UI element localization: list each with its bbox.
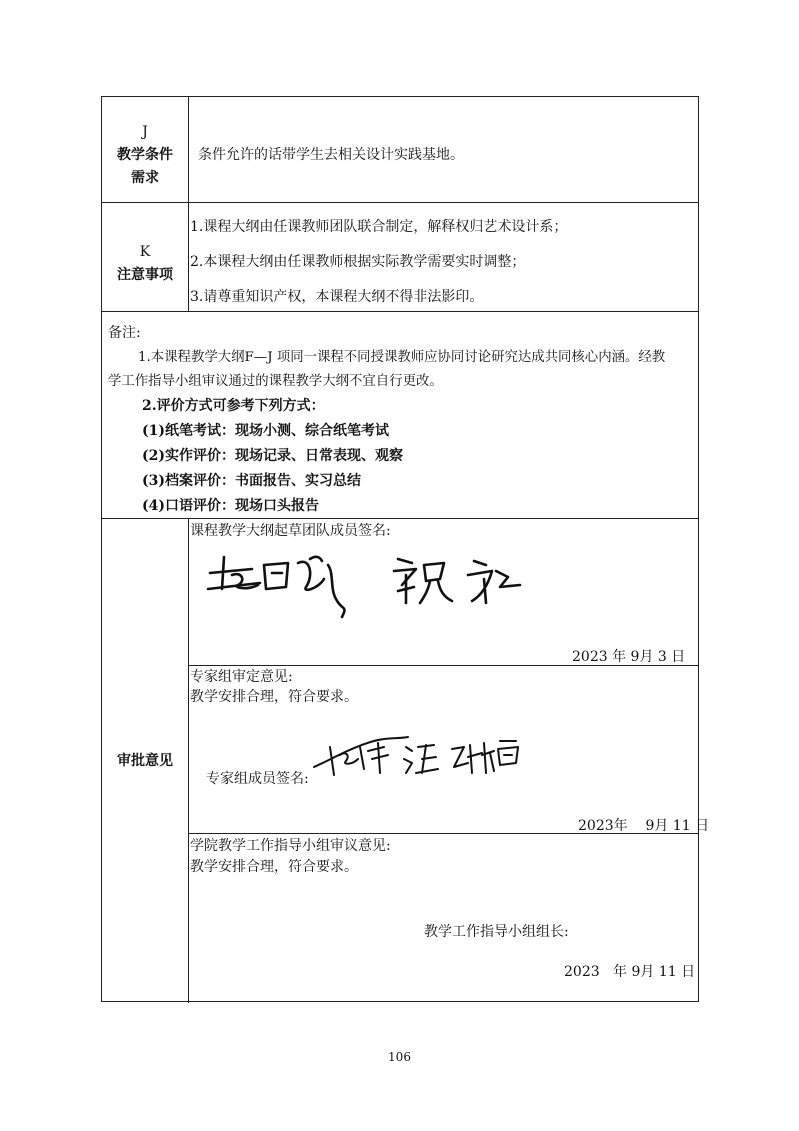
notes-line: 2.评价方式可参考下列方式： <box>142 398 325 414</box>
drafting-title: 课程教学大纲起草团队成员签名: <box>190 523 391 539</box>
section-j-code: J <box>142 124 148 140</box>
section-k-title: 注意事项 <box>117 267 173 283</box>
evaluation-method: (3)档案评价：书面报告、实习总结 <box>142 473 361 489</box>
section-j-label <box>102 121 188 190</box>
expert-signature-3 <box>452 741 518 773</box>
expert-date-rest: 9月 11 日 <box>645 818 710 834</box>
section-j-content: 条件允许的话带学生去相关设计实践基地。 <box>198 147 464 163</box>
expert-signatures <box>312 733 532 783</box>
signature-1 <box>208 557 344 617</box>
college-date-rest: 年 9月 11 日 <box>613 964 696 980</box>
notes-line: 学工作指导小组审议通过的课程教学大纲不宜自行更改。 <box>108 374 443 389</box>
expert-sign-label: 专家组成员签名: <box>206 771 309 787</box>
column-divider <box>188 518 189 1003</box>
drafting-date-rest: 年 9月 3 日 <box>612 649 686 665</box>
approval-label: 审批意见 <box>117 753 173 769</box>
column-divider <box>188 97 189 311</box>
row-divider <box>102 311 698 312</box>
college-title: 学院教学工作指导小组审议意见: <box>190 838 391 854</box>
expert-date <box>578 817 709 835</box>
drafting-signatures <box>202 545 532 625</box>
expert-opinion: 教学安排合理，符合要求。 <box>190 689 358 705</box>
row-divider <box>102 202 698 203</box>
notes-heading: 备注: <box>108 325 141 341</box>
expert-title: 专家组审定意见: <box>190 669 293 685</box>
evaluation-method: (1)纸笔考试：现场小测、综合纸笔考试 <box>142 423 389 439</box>
college-opinion: 教学安排合理，符合要求。 <box>190 859 358 875</box>
section-k-label <box>102 241 188 287</box>
section-k-item: 2.本课程大纲由任课教师根据实际教学需要实时调整； <box>190 254 526 270</box>
expert-signature-1 <box>314 737 408 775</box>
course-outline-table <box>101 96 710 1002</box>
drafting-date <box>572 648 685 666</box>
notes-line: 1.本课程教学大纲F—J 项同一课程不同授课教师应协同讨论研究达成共同核心内涵。经教 <box>138 350 666 365</box>
college-leader-label: 教学工作指导小组组长: <box>424 924 569 940</box>
row-divider <box>102 518 698 519</box>
college-date-year: 2023 <box>564 964 600 980</box>
section-k-code: K <box>139 244 151 260</box>
evaluation-method: (2)实作评价：现场记录、日常表现、观察 <box>142 448 403 464</box>
evaluation-method: (4)口语评价：现场口头报告 <box>142 498 319 514</box>
section-j-title-line1: 教学条件 <box>117 147 173 163</box>
expert-signature-2 <box>404 745 438 773</box>
section-j-title-line2: 需求 <box>131 170 159 186</box>
college-date <box>564 963 695 981</box>
page-number: 106 <box>388 1050 411 1064</box>
signature-2 <box>394 559 520 603</box>
section-k-item: 1.课程大纲由任课教师团队联合制定，解释权归艺术设计系； <box>190 219 568 235</box>
expert-date-year: 2023年 <box>578 818 628 834</box>
drafting-date-year: 2023 <box>572 649 608 665</box>
section-k-item: 3.请尊重知识产权，本课程大纲不得非法影印。 <box>190 289 484 305</box>
